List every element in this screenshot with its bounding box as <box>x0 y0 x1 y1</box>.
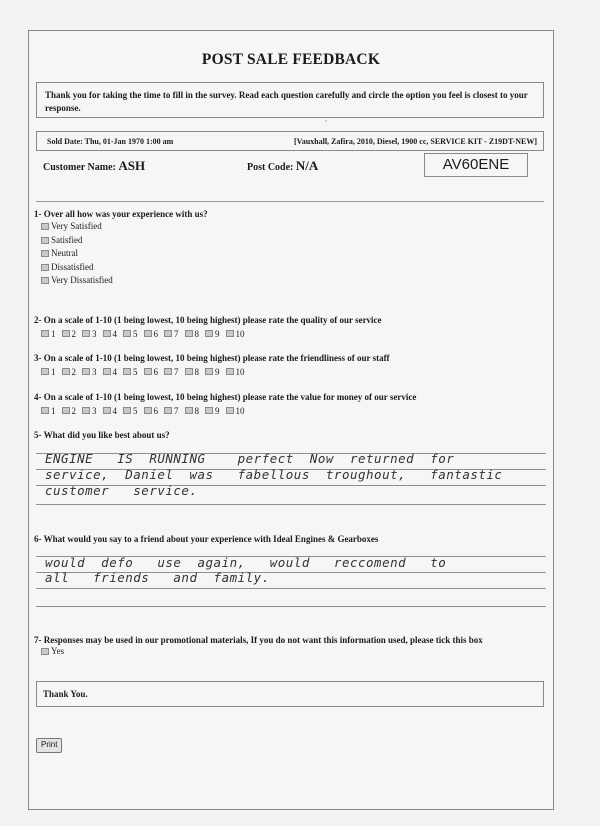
checkbox[interactable] <box>41 648 49 655</box>
q1-option[interactable] <box>41 261 113 275</box>
q5-answer-line-2[interactable]: service, Daniel was fabellous troughout, fantastic <box>45 467 503 482</box>
q3-scale <box>41 365 251 379</box>
scale-option-label: 7 <box>174 366 179 377</box>
q7-option-yes[interactable] <box>41 645 64 659</box>
form-title: POST SALE FEEDBACK <box>201 51 381 68</box>
answer-line <box>36 588 546 589</box>
post-code-row <box>247 158 318 174</box>
checkbox[interactable] <box>123 330 131 337</box>
q7-options <box>41 645 64 659</box>
question-7: 7- Responses may be used in our promotional materials, If you do not want this information used, please tick this box <box>34 635 483 645</box>
checkbox[interactable] <box>164 368 172 375</box>
checkbox[interactable] <box>82 407 90 414</box>
scale-option-label: 3 <box>92 366 97 377</box>
scale-option[interactable] <box>205 365 220 379</box>
scale-option[interactable] <box>144 404 159 418</box>
checkbox[interactable] <box>41 277 49 284</box>
q1-option-label: Very Satisfied <box>51 221 102 231</box>
checkbox[interactable] <box>144 368 152 375</box>
scale-option-label: 1 <box>51 405 56 416</box>
scale-option[interactable] <box>205 404 220 418</box>
checkbox[interactable] <box>82 368 90 375</box>
scale-option-label: 2 <box>71 328 76 339</box>
print-button[interactable]: Print <box>36 738 62 753</box>
q1-option-label: Satisfied <box>51 234 83 245</box>
checkbox[interactable] <box>103 407 111 414</box>
question-2: 2- On a scale of 1-10 (1 being lowest, 10 being highest) please rate the quality of our service <box>34 315 382 325</box>
question-1: 1- Over all how was your experience with us? <box>34 209 208 219</box>
checkbox[interactable] <box>41 407 49 414</box>
scale-option[interactable] <box>185 365 200 379</box>
checkbox[interactable] <box>185 407 193 414</box>
checkbox[interactable] <box>41 330 49 337</box>
scale-option[interactable] <box>62 327 77 341</box>
customer-name-value: ASH <box>118 158 146 173</box>
q2-scale <box>41 327 251 341</box>
divider <box>36 201 544 202</box>
scale-option[interactable] <box>185 404 200 418</box>
scale-option-label: 6 <box>153 405 158 416</box>
scale-option-label: 9 <box>215 366 220 377</box>
scale-option[interactable] <box>41 327 56 341</box>
scale-option[interactable] <box>82 365 97 379</box>
checkbox[interactable] <box>205 330 213 337</box>
scale-option[interactable] <box>103 365 118 379</box>
scale-option-label: 1 <box>51 366 56 377</box>
scale-option-label: 1 <box>51 328 56 339</box>
checkbox[interactable] <box>103 330 111 337</box>
scale-option[interactable] <box>123 365 138 379</box>
sold-date: Sold Date: Thu, 01-Jan 1970 1:00 am <box>47 137 174 146</box>
checkbox[interactable] <box>62 407 70 414</box>
q6-answer-line-2[interactable]: all friends and family. <box>45 570 270 585</box>
checkbox[interactable] <box>185 330 193 337</box>
checkbox[interactable] <box>226 368 234 375</box>
scale-option[interactable] <box>164 327 179 341</box>
scale-option[interactable] <box>103 404 118 418</box>
scale-option-label: 9 <box>215 405 220 416</box>
scale-option[interactable] <box>226 365 245 379</box>
question-5: 5- What did you like best about us? <box>34 430 170 440</box>
q1-option[interactable] <box>41 247 113 261</box>
registration-box: AV60ENE <box>424 153 528 177</box>
q1-option-label: Neutral <box>51 248 78 258</box>
q1-options <box>41 220 113 288</box>
scale-option-label: 6 <box>153 366 158 377</box>
scale-option-label: 10 <box>235 366 245 377</box>
checkbox[interactable] <box>185 368 193 375</box>
q1-option[interactable] <box>41 220 113 234</box>
checkbox[interactable] <box>205 368 213 375</box>
answer-line <box>36 606 546 607</box>
q7-option-label: Yes <box>51 646 65 656</box>
scale-option[interactable] <box>185 327 200 341</box>
intro-text: Thank you for taking the time to fill in the survey. Read each question carefully and circle the option you feel is closest to your response. <box>36 82 544 118</box>
checkbox[interactable] <box>41 223 49 230</box>
scale-option[interactable] <box>123 404 138 418</box>
scale-option[interactable] <box>62 365 77 379</box>
checkbox[interactable] <box>41 237 49 244</box>
q5-answer-line-3[interactable]: customer service. <box>45 483 198 498</box>
checkbox[interactable] <box>103 368 111 375</box>
q1-option-label: Dissatisfied <box>51 261 94 272</box>
q1-option[interactable] <box>41 274 113 288</box>
checkbox[interactable] <box>164 330 172 337</box>
scale-option-label: 6 <box>153 328 158 339</box>
checkbox[interactable] <box>41 264 49 271</box>
feedback-form <box>28 30 554 810</box>
scale-option-label: 4 <box>112 328 117 339</box>
thank-you-box: Thank You. <box>36 681 544 707</box>
checkbox[interactable] <box>144 330 152 337</box>
vehicle-details: [Vauxhall, Zafira, 2010, Diesel, 1900 cc, SERVICE KIT - Z19DT-NEW] <box>294 137 537 146</box>
checkbox[interactable] <box>82 330 90 337</box>
q1-option-label: Very Dissatisfied <box>51 275 113 285</box>
post-code-label: Post Code: <box>247 162 294 173</box>
checkbox[interactable] <box>123 368 131 375</box>
answer-line <box>36 504 546 505</box>
scale-option-label: 7 <box>174 328 179 339</box>
scale-option-label: 4 <box>112 366 117 377</box>
scale-option[interactable] <box>123 327 138 341</box>
scale-option-label: 8 <box>194 328 199 339</box>
scale-option[interactable] <box>62 404 77 418</box>
scale-option-label: 3 <box>92 405 97 416</box>
checkbox[interactable] <box>41 250 49 257</box>
scale-option[interactable] <box>205 327 220 341</box>
scale-option[interactable] <box>226 327 245 341</box>
scale-option-label: 8 <box>194 405 199 416</box>
question-4: 4- On a scale of 1-10 (1 being lowest, 10 being highest) please rate the value for money of our service <box>34 392 417 402</box>
scale-option-label: 5 <box>133 328 138 339</box>
scale-option[interactable] <box>82 404 97 418</box>
sale-info-box <box>36 131 544 151</box>
scale-option[interactable] <box>144 327 159 341</box>
question-3: 3- On a scale of 1-10 (1 being lowest, 10 being highest) please rate the friendliness of our staff <box>34 353 390 363</box>
scale-option-label: 2 <box>71 405 76 416</box>
scale-option-label: 7 <box>174 405 179 416</box>
q5-answer-line-1[interactable]: ENGINE IS RUNNING perfect Now returned for <box>45 451 455 466</box>
checkbox[interactable] <box>41 368 49 375</box>
checkbox[interactable] <box>62 368 70 375</box>
scale-option-label: 3 <box>92 328 97 339</box>
scale-option[interactable] <box>164 365 179 379</box>
scale-option[interactable] <box>164 404 179 418</box>
checkbox[interactable] <box>226 407 234 414</box>
scan-mark: • <box>325 119 328 125</box>
customer-name-label: Customer Name: <box>43 162 116 173</box>
scale-option-label: 8 <box>194 366 199 377</box>
question-6: 6- What would you say to a friend about your experience with Ideal Engines & Gearboxes <box>34 534 379 544</box>
scale-option-label: 5 <box>133 405 138 416</box>
scale-option-label: 10 <box>235 405 245 416</box>
checkbox[interactable] <box>123 407 131 414</box>
scale-option[interactable] <box>41 365 56 379</box>
checkbox[interactable] <box>164 407 172 414</box>
scale-option-label: 2 <box>71 366 76 377</box>
scale-option[interactable] <box>41 404 56 418</box>
checkbox[interactable] <box>205 407 213 414</box>
post-code-value: N/A <box>295 158 319 173</box>
checkbox[interactable] <box>226 330 234 337</box>
q4-scale <box>41 404 251 418</box>
scale-option[interactable] <box>82 327 97 341</box>
checkbox[interactable] <box>144 407 152 414</box>
q6-answer-line-1[interactable]: would defo use again, would reccomend to <box>45 555 447 570</box>
scale-option-label: 5 <box>133 366 138 377</box>
scale-option-label: 9 <box>215 328 220 339</box>
scale-option[interactable] <box>144 365 159 379</box>
q1-option[interactable] <box>41 234 113 248</box>
customer-name-row <box>43 158 145 174</box>
scale-option[interactable] <box>226 404 245 418</box>
checkbox[interactable] <box>62 330 70 337</box>
scale-option-label: 10 <box>235 328 245 339</box>
scale-option[interactable] <box>103 327 118 341</box>
scale-option-label: 4 <box>112 405 117 416</box>
